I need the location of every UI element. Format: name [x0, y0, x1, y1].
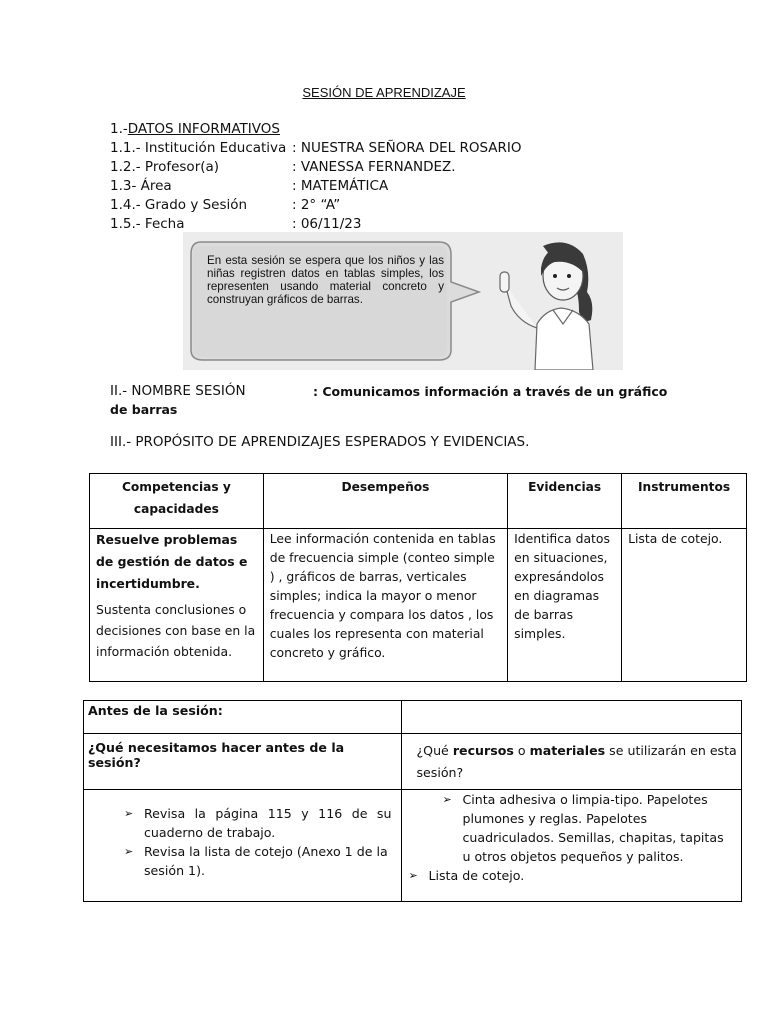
antes-label: Antes de la sesión: [84, 701, 402, 734]
info-value: : MATEMÁTICA [292, 178, 389, 194]
table-header-row [90, 474, 747, 529]
question-right-part: o [513, 743, 530, 758]
table-row [84, 790, 742, 902]
datos-heading-num: 1.- [110, 121, 128, 137]
question-right-materiales: materiales [529, 743, 606, 758]
table-row [84, 734, 742, 790]
list-item: ➢ Revisa la página 115 y 116 de su cuaderno de trabajo. [122, 804, 391, 842]
acciones-cell [84, 790, 402, 902]
question-left: ¿Qué necesitamos hacer antes de la sesión? [84, 734, 402, 790]
bubble-text: En esta sesión se espera que los niños y las niñas registren datos en tablas simples, los representen usando material concreto y construyan gráficos de barras. [207, 254, 444, 306]
competencia-cell [90, 529, 264, 682]
info-label: 1.4.- Grado y Sesión [110, 197, 248, 213]
question-right-part: se utilizarán en esta sesión? [416, 743, 737, 780]
competencia-bold: Resuelve problemas de gestión de datos e incertidumbre. [96, 532, 248, 591]
list-item: ➢ Revisa la lista de cotejo (Anexo 1 de la sesión 1). [122, 842, 391, 880]
competencias-table [89, 473, 747, 682]
recursos-list-last [406, 866, 731, 885]
info-value: : VANESSA FERNANDEZ. [292, 159, 456, 175]
datos-heading [110, 120, 522, 139]
instrumento-cell: Lista de cotejo. [622, 529, 747, 682]
datos-heading-text: DATOS INFORMATIVOS [127, 121, 280, 137]
question-right-part: ¿Qué [416, 743, 453, 758]
list-item: ➢ Cinta adhesiva o limpia-tipo. Papelotes plumones y reglas. Papelotes cuadriculados. Semillas, chapitas, tapitas u otros objetos pequeños y palitos. [440, 790, 731, 866]
nombre-sesion-label: II.- NOMBRE SESIÓN [110, 383, 246, 399]
girl-illustration-icon [475, 232, 623, 370]
table-row [84, 701, 742, 734]
evidencia-cell: Identifica datos en situaciones, expresándolos en diagramas de barras simples. [508, 529, 622, 682]
recursos-cell [402, 790, 742, 902]
question-right-recursos: recursos [452, 743, 514, 758]
desempeno-cell: Lee información contenida en tablas de frecuencia simple (conteo simple ) , gráficos de barras, verticales simples; indica la mayor o menor frecuencia y compara los datos , los cuales los representa con material concreto y gráfico. [263, 529, 507, 682]
antes-sesion-table [83, 700, 742, 902]
info-label: 1.2.- Profesor(a) [110, 159, 220, 175]
info-row-area [110, 177, 522, 196]
info-row-profesor [110, 158, 522, 177]
acciones-list [122, 804, 391, 880]
recursos-list [406, 790, 731, 866]
info-value: : NUESTRA SEÑORA DEL ROSARIO [292, 140, 522, 156]
col-header-desempenos: Desempeños [263, 474, 507, 529]
info-row-institucion [110, 139, 522, 158]
info-value: : 2° “A” [292, 197, 341, 213]
datos-informativos [110, 120, 522, 234]
col-header-evidencias: Evidencias [508, 474, 622, 529]
empty-cell [402, 701, 742, 734]
info-row-grado [110, 196, 522, 215]
question-right [402, 734, 742, 790]
list-item: ➢ Lista de cotejo. [406, 866, 731, 885]
col-header-instrumentos: Instrumentos [622, 474, 747, 529]
proposito-heading: III.- PROPÓSITO DE APRENDIZAJES ESPERADOS Y EVIDENCIAS. [110, 434, 530, 450]
competencia-text: Sustenta conclusiones o decisiones con base en la información obtenida. [96, 602, 256, 659]
info-label: 1.1.- Institución Educativa [110, 140, 287, 156]
info-label: 1.5.- Fecha [110, 216, 185, 232]
table-row [90, 529, 747, 682]
intro-banner [183, 232, 623, 370]
info-label: 1.3- Área [110, 178, 172, 194]
nombre-sesion-value: : Comunicamos información a través de un gráfico [313, 384, 668, 399]
nombre-sesion-value-cont: de barras [110, 402, 178, 417]
info-value: : 06/11/23 [292, 216, 362, 232]
col-header-competencias: Competencias y capacidades [90, 474, 264, 529]
page-title: SESIÓN DE APRENDIZAJE [302, 85, 466, 100]
